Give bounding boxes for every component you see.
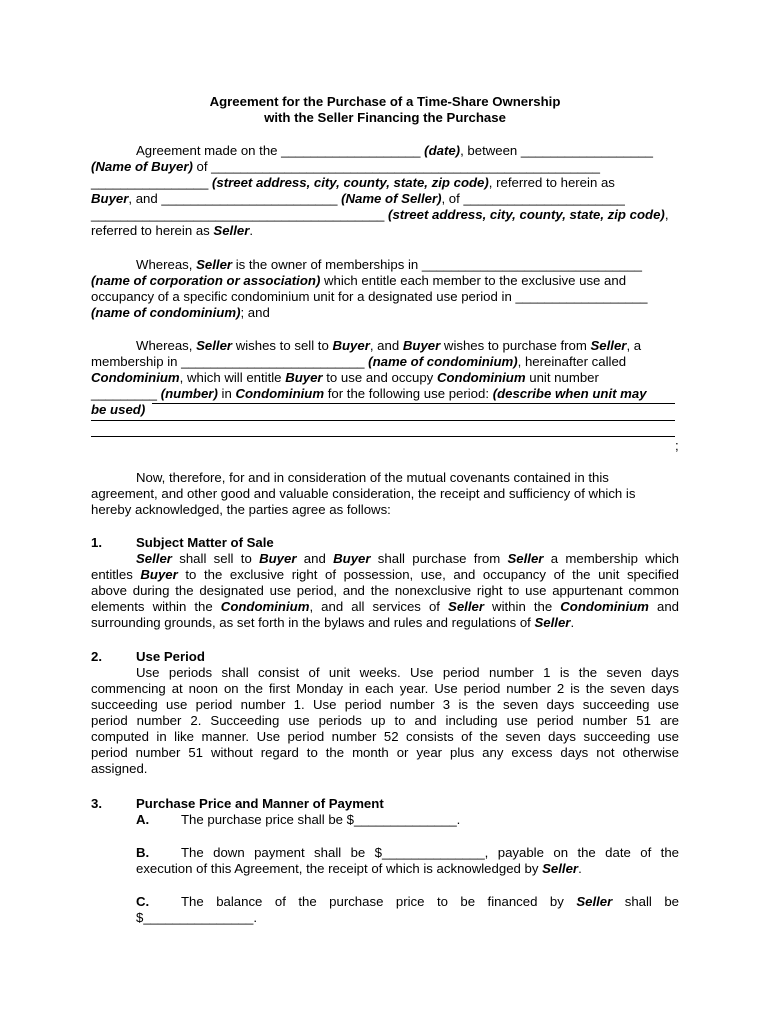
section-3b-line-2: execution of this Agreement, the receipt of which is acknowledged by Seller. xyxy=(136,861,582,876)
intro-line-2: (Name of Buyer) of _____________________________________________________ xyxy=(91,159,600,174)
consideration-line-2: agreement, and other good and valuable consideration, the receipt and sufficiency of which is xyxy=(91,486,636,501)
section-3c-line-2: $_______________. xyxy=(136,910,258,925)
whereas2-line-3: Condominium, which will entitle Buyer to use and occupy Condominium unit number xyxy=(91,370,599,385)
section-1-line-5: surrounding grounds, as set forth in the bylaws and rules and regulations of Seller. xyxy=(91,615,575,630)
intro-line-6: referred to herein as Seller. xyxy=(91,223,254,238)
document-title-line-2: with the Seller Financing the Purchase xyxy=(264,110,506,125)
section-2-line-4: period number 2. Succeeding use periods up to and including use period number 51 are xyxy=(91,713,679,728)
use-period-blank-line-2 xyxy=(91,420,675,421)
intro-line-5: ________________________________________ (street address, city, county, state, zip code), xyxy=(91,207,669,222)
section-1-line-4: elements within the Condominium, and all services of Seller within the Condominium and xyxy=(91,599,679,614)
section-2-line-1: Use periods shall consist of unit weeks. Use period number 1 is the seven days xyxy=(136,665,679,680)
section-3a-label: A. xyxy=(136,812,150,827)
section-2-line-2: commencing at noon on the first Monday in each year. Use period number 2 is the seven days xyxy=(91,681,679,696)
section-1-heading: Subject Matter of Sale xyxy=(136,535,274,550)
consideration-line-3: hereby acknowledged, the parties agree as follows: xyxy=(91,502,391,517)
section-1-line-3: above during the designated use period, and the nonexclusive right to use appurtenant common xyxy=(91,583,679,598)
whereas1-line-1: Whereas, Seller is the owner of memberships in ______________________________ xyxy=(136,257,642,272)
intro-line-4: Buyer, and ________________________ (Name of Seller), of ______________________ xyxy=(91,191,625,206)
section-3-heading: Purchase Price and Manner of Payment xyxy=(136,796,384,811)
section-3b-line-1: The down payment shall be $______________, payable on the date of the xyxy=(181,845,679,860)
whereas2-line-5: be used) xyxy=(91,402,146,417)
section-2-line-5: computed in like manner. Use period number 52 consists of the seven days succeeding use xyxy=(91,729,679,744)
whereas1-line-3: occupancy of a specific condominium unit for a designated use period in __________________ xyxy=(91,289,648,304)
section-1-line-1: Seller shall sell to Buyer and Buyer shall purchase from Seller a membership which xyxy=(136,551,679,566)
section-1-line-2: entitles Buyer to the exclusive right of possession, use, and occupancy of the unit specified xyxy=(91,567,680,582)
use-period-blank-line-1 xyxy=(152,403,675,404)
section-2-number: 2. xyxy=(91,649,102,664)
section-3c-label: C. xyxy=(136,894,150,909)
whereas2-line-4: _________ (number) in Condominium for the following use period: (describe when unit may xyxy=(91,386,647,401)
section-2-line-7: assigned. xyxy=(91,761,148,776)
section-2-line-3: succeeding use period number 1. Use period number 3 is the seven days succeeding use xyxy=(91,697,679,712)
section-1-number: 1. xyxy=(91,535,102,550)
intro-line-1: Agreement made on the ___________________ (date), between __________________ xyxy=(136,143,653,158)
section-3b-label: B. xyxy=(136,845,150,860)
whereas1-line-2: (name of corporation or association) which entitle each member to the exclusive use and xyxy=(91,273,627,288)
document-title-line-1: Agreement for the Purchase of a Time-Share Ownership xyxy=(209,94,561,109)
section-3-number: 3. xyxy=(91,796,102,811)
section-2-heading: Use Period xyxy=(136,649,205,664)
use-period-semicolon: ; xyxy=(675,438,679,453)
section-2-line-6: period number 51 without regard to the month or year plus any excess days not otherwise xyxy=(91,745,679,760)
whereas2-line-1: Whereas, Seller wishes to sell to Buyer, and Buyer wishes to purchase from Seller, a xyxy=(136,338,642,353)
section-3a-text: The purchase price shall be $______________. xyxy=(181,812,461,827)
use-period-blank-line-3 xyxy=(91,436,675,437)
section-3c-line-1: The balance of the purchase price to be financed by Seller shall be xyxy=(181,894,679,909)
whereas2-line-2: membership in _________________________ (name of condominium), hereinafter called xyxy=(91,354,627,369)
intro-line-3: ________________ (street address, city, county, state, zip code), referred to herein as xyxy=(91,175,615,190)
consideration-line-1: Now, therefore, for and in consideration of the mutual covenants contained in this xyxy=(136,470,609,485)
whereas1-line-4: (name of condominium); and xyxy=(91,305,270,320)
